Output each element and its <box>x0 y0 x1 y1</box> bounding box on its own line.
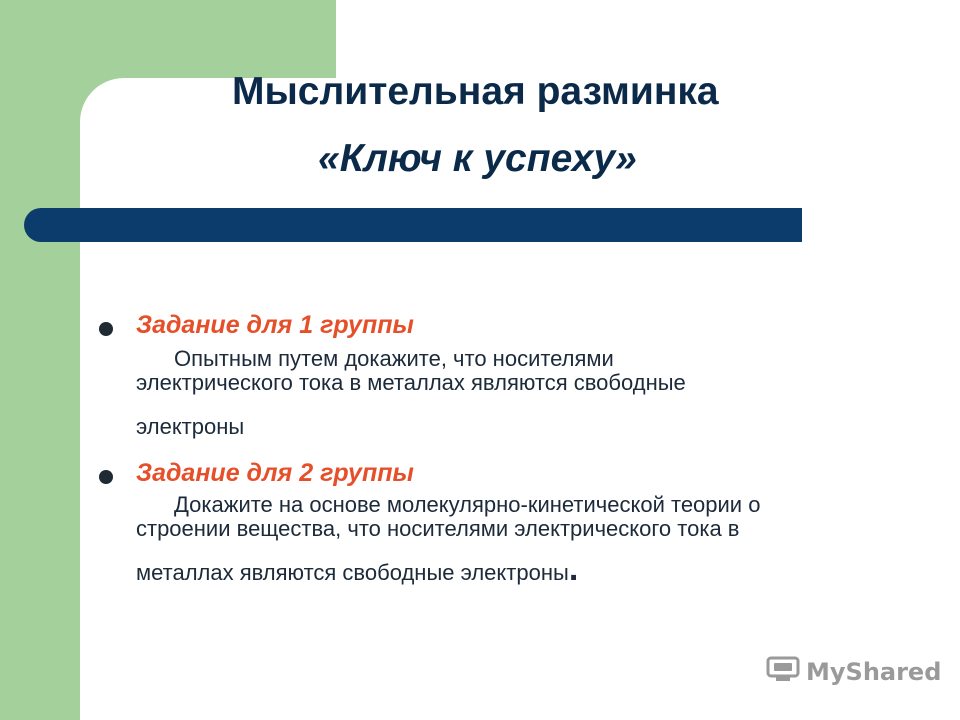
green-left-strip <box>0 0 80 720</box>
title-underline-bar <box>24 208 802 242</box>
task-2-end-mark: . <box>568 550 579 588</box>
slide-title: Мыслительная разминка <box>232 70 719 113</box>
myshared-logo-icon <box>766 654 800 689</box>
task-2-line-2: строении вещества, что носителями электрического тока в <box>136 516 740 541</box>
bullet-icon <box>99 322 113 336</box>
slide-subtitle: «Ключ к успеху» <box>318 137 637 180</box>
bullet-icon <box>99 470 113 484</box>
task-1-line-3: электроны <box>136 414 245 439</box>
task-1-line-2: электрического тока в металлах являются свободные <box>136 370 686 395</box>
task-2-title: Задание для 2 группы <box>136 459 414 487</box>
watermark-text: MyShared <box>806 657 942 686</box>
task-1-body <box>136 344 896 442</box>
task-2-line-3: металлах являются свободные электроны <box>136 560 569 585</box>
task-2-body <box>136 490 896 588</box>
task-1-line-1: Опытным путем докажите, что носителями <box>174 346 614 371</box>
task-1-title: Задание для 1 группы <box>136 311 414 339</box>
task-2-line-3-wrapper <box>136 550 896 588</box>
watermark <box>766 654 941 689</box>
task-2-line-1: Докажите на основе молекулярно-кинетической теории о <box>174 492 761 517</box>
